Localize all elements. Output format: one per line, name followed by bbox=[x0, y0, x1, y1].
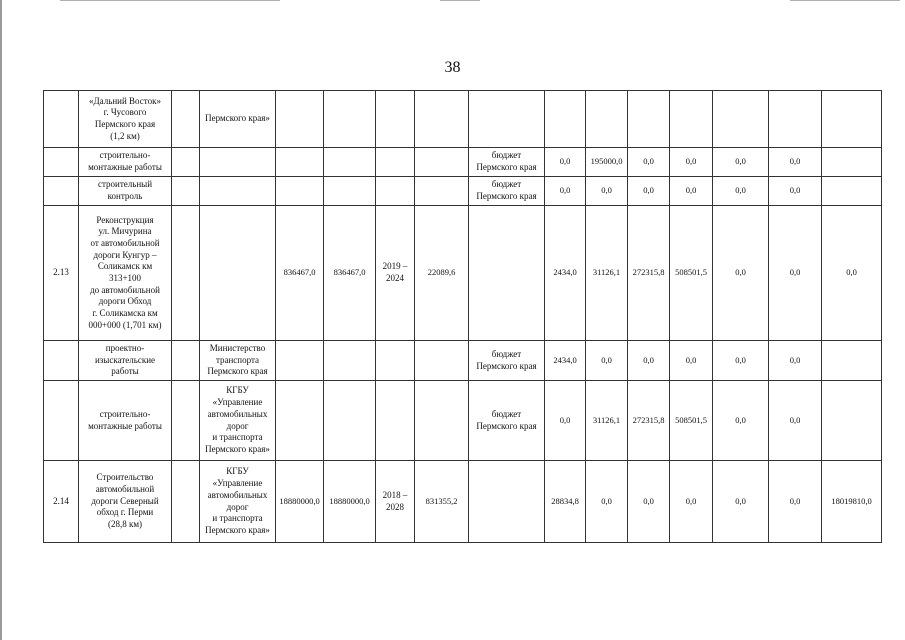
cell-y7: 0,0 bbox=[822, 206, 882, 341]
cell-executor bbox=[200, 206, 276, 341]
cell-name: строительно- монтажные работы bbox=[79, 381, 172, 461]
cell-y6: 0,0 bbox=[769, 341, 822, 381]
cell-zakazchik bbox=[172, 381, 200, 461]
cell-y4 bbox=[670, 91, 713, 148]
cell-no: 2.13 bbox=[44, 206, 79, 341]
cell-y4: 0,0 bbox=[670, 177, 713, 206]
table-body bbox=[44, 91, 882, 543]
cell-y4: 508501,5 bbox=[670, 381, 713, 461]
cell-name: «Дальний Восток» г. Чусового Пермского края (1,2 км) bbox=[79, 91, 172, 148]
cell-zakazchik bbox=[172, 461, 200, 543]
cell-y5: 0,0 bbox=[713, 148, 769, 177]
cell-y7 bbox=[822, 381, 882, 461]
cell-y6: 0,0 bbox=[769, 461, 822, 543]
cell-no bbox=[44, 177, 79, 206]
cell-no: 2.14 bbox=[44, 461, 79, 543]
cell-y1: 28834,8 bbox=[545, 461, 586, 543]
cell-period bbox=[376, 381, 415, 461]
cell-y1: 2434,0 bbox=[545, 341, 586, 381]
cell-executor: КГБУ «Управление автомобильных дорог и транспорта Пермского края» bbox=[200, 461, 276, 543]
cell-y1: 0,0 bbox=[545, 177, 586, 206]
cell-y1: 0,0 bbox=[545, 381, 586, 461]
cell-source: бюджет Пермского края bbox=[469, 341, 545, 381]
cell-y1: 2434,0 bbox=[545, 206, 586, 341]
cell-y3: 0,0 bbox=[628, 341, 670, 381]
cell-source bbox=[469, 91, 545, 148]
page-number: 38 bbox=[444, 59, 461, 76]
cell-source: бюджет Пермского края bbox=[469, 177, 545, 206]
cell-y2: 0,0 bbox=[586, 177, 628, 206]
cell-y3: 0,0 bbox=[628, 148, 670, 177]
cell-source: бюджет Пермского края bbox=[469, 381, 545, 461]
cell-v1 bbox=[415, 91, 469, 148]
cell-period bbox=[376, 177, 415, 206]
cell-name: строительный контроль bbox=[79, 177, 172, 206]
table-row bbox=[44, 461, 882, 543]
table-row bbox=[44, 341, 882, 381]
cell-y5: 0,0 bbox=[713, 177, 769, 206]
cell-y6: 0,0 bbox=[769, 206, 822, 341]
program-table bbox=[43, 90, 882, 543]
cell-v1 bbox=[415, 177, 469, 206]
scan-top-mark bbox=[790, 0, 900, 1]
cell-zakazchik bbox=[172, 148, 200, 177]
cell-y5: 0,0 bbox=[713, 341, 769, 381]
cell-executor: КГБУ «Управление автомобильных дорог и транспорта Пермского края» bbox=[200, 381, 276, 461]
cell-y1 bbox=[545, 91, 586, 148]
cell-y5 bbox=[713, 91, 769, 148]
cell-cost1 bbox=[276, 148, 324, 177]
cell-y2: 195000,0 bbox=[586, 148, 628, 177]
table-row bbox=[44, 148, 882, 177]
cell-v1: 22089,6 bbox=[415, 206, 469, 341]
cell-y2: 31126,1 bbox=[586, 381, 628, 461]
cell-source: бюджет Пермского края bbox=[469, 148, 545, 177]
cell-no bbox=[44, 341, 79, 381]
cell-y7: 18019810,0 bbox=[822, 461, 882, 543]
cell-v1 bbox=[415, 148, 469, 177]
cell-cost2 bbox=[324, 148, 376, 177]
cell-y3: 272315,8 bbox=[628, 381, 670, 461]
cell-y7 bbox=[822, 341, 882, 381]
cell-cost1 bbox=[276, 177, 324, 206]
table-row bbox=[44, 91, 882, 148]
cell-period: 2018 – 2028 bbox=[376, 461, 415, 543]
cell-y3: 0,0 bbox=[628, 461, 670, 543]
cell-y5: 0,0 bbox=[713, 206, 769, 341]
cell-y5: 0,0 bbox=[713, 381, 769, 461]
cell-cost2 bbox=[324, 177, 376, 206]
cell-zakazchik bbox=[172, 341, 200, 381]
cell-executor: Пермского края» bbox=[200, 91, 276, 148]
cell-cost2 bbox=[324, 341, 376, 381]
cell-y7 bbox=[822, 177, 882, 206]
cell-v1 bbox=[415, 341, 469, 381]
cell-y3: 272315,8 bbox=[628, 206, 670, 341]
table-row bbox=[44, 206, 882, 341]
cell-period bbox=[376, 91, 415, 148]
cell-y2 bbox=[586, 91, 628, 148]
cell-y7 bbox=[822, 148, 882, 177]
scan-edge bbox=[0, 0, 2, 640]
cell-y6: 0,0 bbox=[769, 177, 822, 206]
cell-cost2: 836467,0 bbox=[324, 206, 376, 341]
cell-executor bbox=[200, 177, 276, 206]
cell-no bbox=[44, 148, 79, 177]
cell-y2: 31126,1 bbox=[586, 206, 628, 341]
cell-name: Строительство автомобильной дороги Северный обход г. Перми (28,8 км) bbox=[79, 461, 172, 543]
cell-cost1: 836467,0 bbox=[276, 206, 324, 341]
cell-source bbox=[469, 461, 545, 543]
cell-no bbox=[44, 381, 79, 461]
cell-cost1: 18880000,0 bbox=[276, 461, 324, 543]
cell-source bbox=[469, 206, 545, 341]
cell-executor bbox=[200, 148, 276, 177]
cell-y4: 0,0 bbox=[670, 461, 713, 543]
cell-y6: 0,0 bbox=[769, 381, 822, 461]
cell-executor: Министерство транспорта Пермского края bbox=[200, 341, 276, 381]
cell-y4: 0,0 bbox=[670, 148, 713, 177]
cell-v1: 831355,2 bbox=[415, 461, 469, 543]
cell-y6: 0,0 bbox=[769, 148, 822, 177]
table-row bbox=[44, 381, 882, 461]
cell-y4: 0,0 bbox=[670, 341, 713, 381]
cell-y2: 0,0 bbox=[586, 341, 628, 381]
cell-zakazchik bbox=[172, 91, 200, 148]
cell-cost1 bbox=[276, 381, 324, 461]
cell-v1 bbox=[415, 381, 469, 461]
cell-cost2: 18880000,0 bbox=[324, 461, 376, 543]
table-row bbox=[44, 177, 882, 206]
scan-top-mark bbox=[440, 0, 480, 1]
cell-period: 2019 – 2024 bbox=[376, 206, 415, 341]
cell-period bbox=[376, 341, 415, 381]
cell-zakazchik bbox=[172, 206, 200, 341]
scan-top-mark bbox=[60, 0, 280, 1]
cell-name: строительно- монтажные работы bbox=[79, 148, 172, 177]
cell-zakazchik bbox=[172, 177, 200, 206]
cell-y1: 0,0 bbox=[545, 148, 586, 177]
cell-period bbox=[376, 148, 415, 177]
cell-cost2 bbox=[324, 381, 376, 461]
cell-cost1 bbox=[276, 341, 324, 381]
cell-y6 bbox=[769, 91, 822, 148]
cell-cost2 bbox=[324, 91, 376, 148]
cell-y5: 0,0 bbox=[713, 461, 769, 543]
cell-name: Реконструкция ул. Мичурина от автомобильной дороги Кунгур – Соликамск км 313+100 до автомобильной дороги Обход г. Соликамска км 000+000 (1,701 км) bbox=[79, 206, 172, 341]
cell-y4: 508501,5 bbox=[670, 206, 713, 341]
cell-y3 bbox=[628, 91, 670, 148]
cell-y7 bbox=[822, 91, 882, 148]
cell-name: проектно- изыскательские работы bbox=[79, 341, 172, 381]
cell-cost1 bbox=[276, 91, 324, 148]
cell-y2: 0,0 bbox=[586, 461, 628, 543]
cell-y3: 0,0 bbox=[628, 177, 670, 206]
cell-no bbox=[44, 91, 79, 148]
